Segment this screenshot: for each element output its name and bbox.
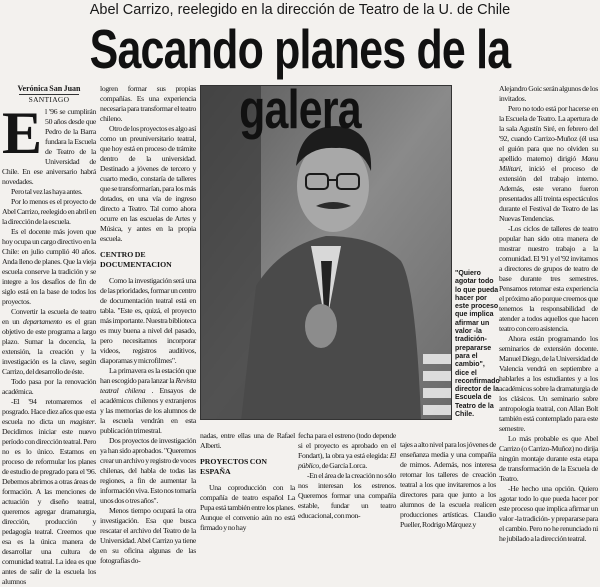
paragraph	[2, 307, 96, 377]
text-run: , inició el proceso de extensión del trabajo interno. Además, este verano fueron presentados allí treinta espectáculos durante el Festival de Teatro de las Nuevas Tendencias.	[499, 164, 598, 223]
article-title: Sacando planes de la galera	[89, 18, 511, 140]
byline: Verónica San Juan	[17, 84, 81, 93]
paragraph: Por lo menos es el proyecto de Abel Carrizo, reelegido en abril en la dirección de la escuela.	[2, 197, 96, 226]
paragraph: nadas, entre ellas una de Rafael Alberti.	[200, 431, 295, 450]
bottom-column-2	[298, 431, 396, 521]
column-1	[2, 84, 96, 587]
drop-cap: E	[2, 100, 43, 166]
dateline: SANTIAGO	[28, 95, 70, 104]
paragraph	[298, 431, 396, 471]
text-run: Convertir la escuela de teatro en un	[2, 307, 96, 326]
text-run: La primavera es la estación que han escogido para lanzar la	[100, 366, 196, 385]
text-run: es el gran objetivo de este programa a largo plazo. Sumar la docencia, la extensión, la creación y la investigación es la clave, según Carrizo, del desarrollo de éste.	[2, 317, 96, 376]
paragraph: -Los ciclos de talleres de teatro popular han sido otra manera de mostrar nuestro trabajo a la comunidad. El '91 y el '92 invitamos a directores de grupos de teatro de base durante tres semestres. Pensamos retomar esta experiencia el próximo año porque creemos que tenemos la responsabilidad de atender a todos aquellos que hacen teatro con cero asistencia.	[499, 224, 598, 333]
paragraph-text: l '96 se cumplirán 50 años desde que Pedro de la Barra fundara la Escuela de Teatro de la Universidad de Chile. En ese aniversario habrá novedades.	[2, 107, 96, 186]
paragraph: Otro de los proyectos es algo así como un preuniversitario teatral, que hoy está en proceso de trámite dentro de la universidad. Destinado a jóvenes de tercero y cuarto medio, constaría de talleres que se transformarían, para los más dotados, en una vía de ingreso directo a Teatro. Tal como ahora ocurre en las escuelas de Artes y Música, y antes en la propia escuela.	[100, 124, 196, 243]
paragraph: tajes a alto nivel para los jóvenes de enseñanza media y una compañía de mimos. Además, nos interesa retomar los talleres de creación teatral a los que invitaremos a los directores para que junto a los alumnos de la escuela realicen producciones artísticas. Claudio Pueller, Rodrigo Márquez y	[400, 440, 496, 529]
text-run-italic: magister	[69, 417, 95, 426]
photo-caption: "Quiero agotar todo lo que pueda hacer por este proceso que implica afirmar un valor -la tradición- prepararse para el cambio", dice el reconfirmado director de la Escuela de Teatro de la Chile.	[455, 270, 500, 419]
paragraph: logren formar sus propias compañías. Es una experiencia necesaria para transformar el teatro chileno.	[100, 84, 196, 123]
column-4	[499, 84, 598, 544]
text-run-italic: Revista teatral chilena	[100, 376, 196, 395]
text-run: Pero no todo está por hacerse en la Escuela de Teatro. La apertura de la sala Agustín Siré, en febrero del '92, cuando Carrizo-Muñoz (él usa el guión para que no olviden su apellido materno) dirigió	[499, 104, 598, 163]
paragraph: -He hecho una opción. Quiero agotar todo lo que pueda hacer por este proceso que implica afirmar un valor -la tradición- y prepararse para el cambio. Pero no he renunciado ni he jubilado a la dirección teatral.	[499, 484, 598, 543]
paragraph: Todo pasa por la renovación académica.	[2, 377, 96, 396]
text-run-italic: Manu Militari	[499, 154, 598, 173]
column-2	[100, 84, 196, 566]
paragraph: Lo más probable es que Abel Carrizo (o Carrizo-Muñoz) no dirija ningún montaje durante esta etapa de transformación de la Escuela de Teatro.	[499, 434, 598, 483]
paragraph	[2, 397, 96, 587]
text-run-italic: El público	[298, 451, 396, 470]
text-run: fecha para el estreno (todo depende si el proyecto es aprobado en el Fondart), la obra ya está elegida:	[298, 431, 396, 460]
bottom-column-3	[400, 440, 496, 530]
section-heading: PROYECTOS CON ESPAÑA	[200, 457, 268, 476]
text-run-italic: departamento	[22, 317, 63, 326]
text-run: . Ensayos de académicos chilenos y extranjeros y las memorias de los alumnos de la escuela vendrán en esta publicación trimestral.	[100, 386, 196, 435]
paragraph	[100, 366, 196, 436]
paragraph: Dos proyectos de investigación ya han sido aprobados. "Queremos crear un archivo y registro de voces chilenas, del habla de todas las regiones, a fin de aumentar la información viva. Esto nos tomaría unos dos o tres años".	[100, 436, 196, 505]
bottom-column-1	[200, 431, 295, 533]
section-heading: CENTRO DE DOCUMENTACION	[100, 250, 172, 269]
paragraph: Es el docente más joven que hoy ocupa un cargo directivo en la Chile: en julio cumplió 40 años. Anda lleno de planes. Que la vieja escuela conserve la tradición y se integre a los desafíos de fin de siglo está en la base de todos los proyectos.	[2, 227, 96, 306]
paragraph: Alejandro Goic serán algunos de los invitados.	[499, 84, 598, 103]
text-run: . Decidimos iniciar este nuevo período con dirección teatral. Pero no es lo único. Estamos en proceso de reformular los planes de estudio de pregrado para el '96. Debemos abrirnos a otras áreas de formación. A las menciones de actuación y diseño teatral, queremos agregar dramaturgia, dirección, producción y pedagogía teatral. Creemos que esa es la única manera de desarrollar una cultura de comunidad teatral. La idea es que antes de salir de la escuela los alumnos	[2, 417, 96, 586]
paragraph: Una coproducción con la compañía de teatro español La Pupa está también entre los planes. Aunque el convenio aún no está firmado y no hay	[200, 483, 295, 532]
paragraph: Menos tiempo ocupará la otra investigación. Esa que busca rescatar el archivo del Teatro de la Universidad. Abel Carrizo ya tiene en su oficina algunas de las fotografías do-	[100, 506, 196, 565]
text-run: , de García Lorca.	[318, 461, 368, 470]
paragraph: Pero tal vez las haya antes.	[11, 187, 83, 196]
article-subtitle: Abel Carrizo, reelegido en la dirección de Teatro de la U. de Chile	[89, 2, 511, 18]
paragraph: -En el área de la creación no sólo nos interesan los estrenos. Queremos formar una compañía estable, fundar un teatro educacional, con mon-	[298, 471, 396, 520]
text-run: -El '94 retomaremos el posgrado. Hace diez años que esta escuela no dicta un	[2, 397, 96, 426]
paragraph: Como la investigación será una de las prioridades, formar un centro de documentación teatral está en tabla. "Este es, quizá, el proyecto más importante. Nuestra biblioteca es muy buena a nivel del pasado, pero necesitamos incorporar videos, registros auditivos, diaporamas y microfilmes".	[100, 276, 196, 365]
paragraph: Ahora están programando los seminarios de extensión docente. Manuel Diego, de la Universidad de Valencia vendrá en septiembre a hablarles a los estudiantes y a los académicos sobre la dramaturgia de los clásicos. Un seminario sobre antropología teatral, con Allan Bolt también está contemplado para este semestre.	[499, 334, 598, 433]
